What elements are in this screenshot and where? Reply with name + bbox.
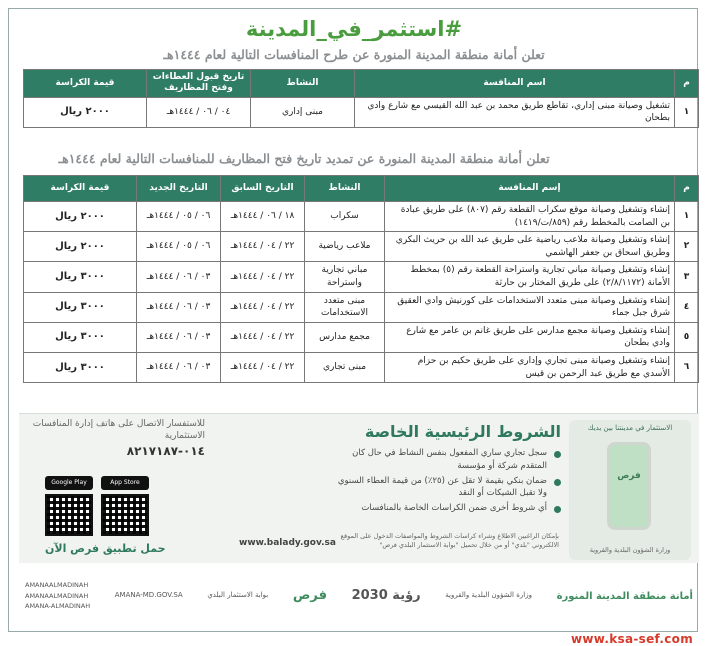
invest-sub: وزارة الشؤون البلدية والقروية bbox=[589, 546, 671, 554]
cell-activity: مجمع مدارس bbox=[305, 322, 385, 352]
contact-section bbox=[25, 418, 205, 560]
ministry-text: وزارة الشؤون البلدية والقروية bbox=[445, 591, 532, 600]
promo-banner bbox=[19, 413, 699, 563]
col-name: اسم المنافسة bbox=[355, 70, 675, 98]
condition-item: ضمان بنكي بقيمة لا تقل عن (٢٥٪) من قيمة العطاء السنوي ولا تقبل الشيكات أو النقد bbox=[331, 475, 561, 501]
cell-name: إنشاء وتشغيل وصيانة مجمع مدارس على طريق غانم بن عامر مع شارع وادي بطحان bbox=[385, 322, 675, 352]
condition-item: سجل تجاري ساري المفعول بنفس النشاط في حال كان المتقدم شركة أو مؤسسة bbox=[331, 447, 561, 473]
announcement-new-tenders: تعلن أمانة منطقة المدينة المنورة عن طرح المنافسات التالية لعام ١٤٤٤هـ bbox=[163, 47, 545, 62]
cell-old-date: ٢٢ / ٠٤ / ١٤٤٤هـ bbox=[221, 262, 305, 292]
cell-old-date: ١٨ / ٠٦ / ١٤٤٤هـ bbox=[221, 202, 305, 232]
table-row bbox=[24, 292, 699, 322]
balady-link[interactable]: www.balady.gov.sa bbox=[239, 538, 336, 548]
cell-name: إنشاء وتشغيل وصيانة موقع سكراب القطعة رقم (٨٠٧) على طريق عبادة بن الصامت بالمخطط رقم (٨٥٩/ت/١٤١٩) bbox=[385, 202, 675, 232]
cell-new-date: ٠٣ / ٠٦ / ١٤٤٤هـ bbox=[137, 292, 221, 322]
footer-site-link[interactable]: www.ksa-sef.com bbox=[570, 632, 693, 646]
new-tenders-table bbox=[23, 69, 699, 128]
cell-activity: مبنى متعدد الاستخدامات bbox=[305, 292, 385, 322]
cell-activity: ملاعب رياضية bbox=[305, 232, 385, 262]
furas-logo bbox=[293, 588, 327, 605]
table-row bbox=[24, 202, 699, 232]
col-num: م bbox=[675, 176, 699, 202]
portal-text: بوابة الاستثمار البلدي bbox=[207, 591, 269, 600]
cell-num: ٤ bbox=[675, 292, 699, 322]
announcement-extension: تعلن أمانة منطقة المدينة المنورة عن تمديد تاريخ فتح المظاريف للمنافسات التالية لعام ١٤٤٤هـ bbox=[58, 151, 550, 166]
cell-price: ٢٠٠٠ ريال bbox=[24, 97, 147, 127]
cell-price: ٣٠٠٠ ريال bbox=[24, 322, 137, 352]
qr-codes bbox=[45, 494, 149, 536]
col-new-date: التاريخ الجديد bbox=[137, 176, 221, 202]
cell-price: ٣٠٠٠ ريال bbox=[24, 262, 137, 292]
cell-activity: سكراب bbox=[305, 202, 385, 232]
invest-title: الاستثمار في مدينتنا بين يديك bbox=[587, 424, 673, 432]
amanah-text: أمانة منطقة المدينة المنورة bbox=[556, 590, 693, 602]
col-price: قيمة الكراسة bbox=[24, 70, 147, 98]
footer-logos bbox=[19, 569, 699, 623]
website-logo bbox=[115, 591, 183, 600]
download-cta: حمل تطبيق فرص الآن bbox=[45, 542, 166, 555]
website-text[interactable]: AMANA-MD.GOV.SA bbox=[114, 591, 183, 600]
col-activity: النشاط bbox=[251, 70, 355, 98]
cell-price: ٣٠٠٠ ريال bbox=[24, 352, 137, 382]
cell-num: ٢ bbox=[675, 232, 699, 262]
col-old-date: التاريخ السابق bbox=[221, 176, 305, 202]
purchase-note: بإمكان الراغبين الاطلاع وشراء كراسات الشروط والمواصفات الدخول على الموقع الالكتروني "بلدي" أو من خلال تحميل "بوابة الاستثمار البلدي فرص" bbox=[340, 532, 559, 550]
store-badges bbox=[45, 476, 149, 490]
cell-old-date: ٢٢ / ٠٤ / ١٤٤٤هـ bbox=[221, 322, 305, 352]
cell-new-date: ٠٣ / ٠٦ / ١٤٤٤هـ bbox=[137, 262, 221, 292]
cell-price: ٢٠٠٠ ريال bbox=[24, 232, 137, 262]
cell-new-date: ٠٣ / ٠٦ / ١٤٤٤هـ bbox=[137, 352, 221, 382]
social-handles bbox=[25, 580, 90, 611]
cell-price: ٢٠٠٠ ريال bbox=[24, 202, 137, 232]
furas-text: فرص bbox=[292, 587, 327, 603]
google-play-button[interactable]: Google Play bbox=[45, 476, 93, 490]
contact-text: للاستفسار الاتصال على هاتف إدارة المنافسات الاستثمارية bbox=[32, 419, 205, 442]
cell-name: إنشاء وتشغيل وصيانة مبنى تجاري وإداري على طريق حكيم بن حزام الأسدي مع طريق عبد الرحمن بن قيس bbox=[385, 352, 675, 382]
app-label: فرص bbox=[617, 471, 641, 481]
cell-activity: مباني تجارية واستراحة bbox=[305, 262, 385, 292]
cell-name: إنشاء وتشغيل وصيانة ملاعب رياضية على طريق عبد الله بن حريث البكري وطريق اسحاق بن جعفر الهاشمي bbox=[385, 232, 675, 262]
cell-old-date: ٢٢ / ٠٤ / ١٤٤٤هـ bbox=[221, 352, 305, 382]
cell-name: تشغيل وصيانة مبنى إداري، تقاطع طريق محمد بن عبد الله القيسي مع شارع وادي بطحان bbox=[355, 97, 675, 127]
social-handle[interactable]: AMANAALMADINAH bbox=[25, 591, 89, 600]
cell-num: ٥ bbox=[675, 322, 699, 352]
col-activity: النشاط bbox=[305, 176, 385, 202]
table-row bbox=[24, 322, 699, 352]
cell-date: ٠٤ / ٠٦ / ١٤٤٤هـ bbox=[147, 97, 251, 127]
cell-name: إنشاء وتشغيل وصيانة مباني تجارية واستراحة القطعة رقم (٥) بمخطط الأمانة (٢/٨/١١٧٢) على طريق المختار بن حارثة bbox=[385, 262, 675, 292]
extended-tenders-table bbox=[23, 175, 699, 383]
cell-activity: مبنى تجاري bbox=[305, 352, 385, 382]
cell-num: ١ bbox=[675, 202, 699, 232]
vision-logo bbox=[352, 588, 421, 605]
cell-name: إنشاء وتشغيل وصيانة مبنى متعدد الاستخدامات على كورنيش وادي العقيق شرق جبل جماء bbox=[385, 292, 675, 322]
cell-old-date: ٢٢ / ٠٤ / ١٤٤٤هـ bbox=[221, 232, 305, 262]
table-row bbox=[24, 232, 699, 262]
phone-number: ٠١٤-٨٢١٧١٨٧ bbox=[126, 444, 205, 459]
cell-new-date: ٠٦ / ٠٥ / ١٤٤٤هـ bbox=[137, 232, 221, 262]
app-store-button[interactable]: App Store bbox=[101, 476, 149, 490]
invest-app-card bbox=[569, 420, 691, 560]
col-name: إسم المنافسة bbox=[385, 176, 675, 202]
col-date: تاريخ قبول العطاءات وفتح المظاريف bbox=[147, 70, 251, 98]
col-price: قيمة الكراسة bbox=[24, 176, 137, 202]
cell-num: ١ bbox=[675, 97, 699, 127]
portal-logo bbox=[207, 591, 268, 600]
col-num: م bbox=[675, 70, 699, 98]
document-frame bbox=[8, 8, 698, 632]
conditions-section bbox=[331, 422, 561, 517]
table-row bbox=[24, 352, 699, 382]
qr-code-icon bbox=[45, 494, 93, 536]
cell-num: ٦ bbox=[675, 352, 699, 382]
amanah-logo bbox=[557, 590, 693, 603]
condition-item: أي شروط أخرى ضمن الكراسات الخاصة بالمنافسات bbox=[331, 502, 561, 515]
ministry-logo bbox=[445, 591, 532, 600]
cell-old-date: ٢٢ / ٠٤ / ١٤٤٤هـ bbox=[221, 292, 305, 322]
cell-price: ٣٠٠٠ ريال bbox=[24, 292, 137, 322]
cell-num: ٣ bbox=[675, 262, 699, 292]
social-handle[interactable]: AMANA-ALMADINAH bbox=[25, 602, 91, 611]
phone-illustration bbox=[607, 442, 651, 530]
cell-activity: مبنى إداري bbox=[251, 97, 355, 127]
cell-new-date: ٠٣ / ٠٦ / ١٤٤٤هـ bbox=[137, 322, 221, 352]
qr-code-icon bbox=[101, 494, 149, 536]
table-row bbox=[24, 97, 699, 127]
conditions-title: الشروط الرئيسية الخاصة bbox=[364, 422, 561, 441]
campaign-hashtag: #استثمر_في_المدينة bbox=[245, 17, 463, 41]
social-handle[interactable]: AMANAALMADINAH bbox=[25, 581, 89, 590]
vision-text: رؤية 2030 bbox=[351, 587, 421, 603]
table-row bbox=[24, 262, 699, 292]
cell-new-date: ٠٦ / ٠٥ / ١٤٤٤هـ bbox=[137, 202, 221, 232]
